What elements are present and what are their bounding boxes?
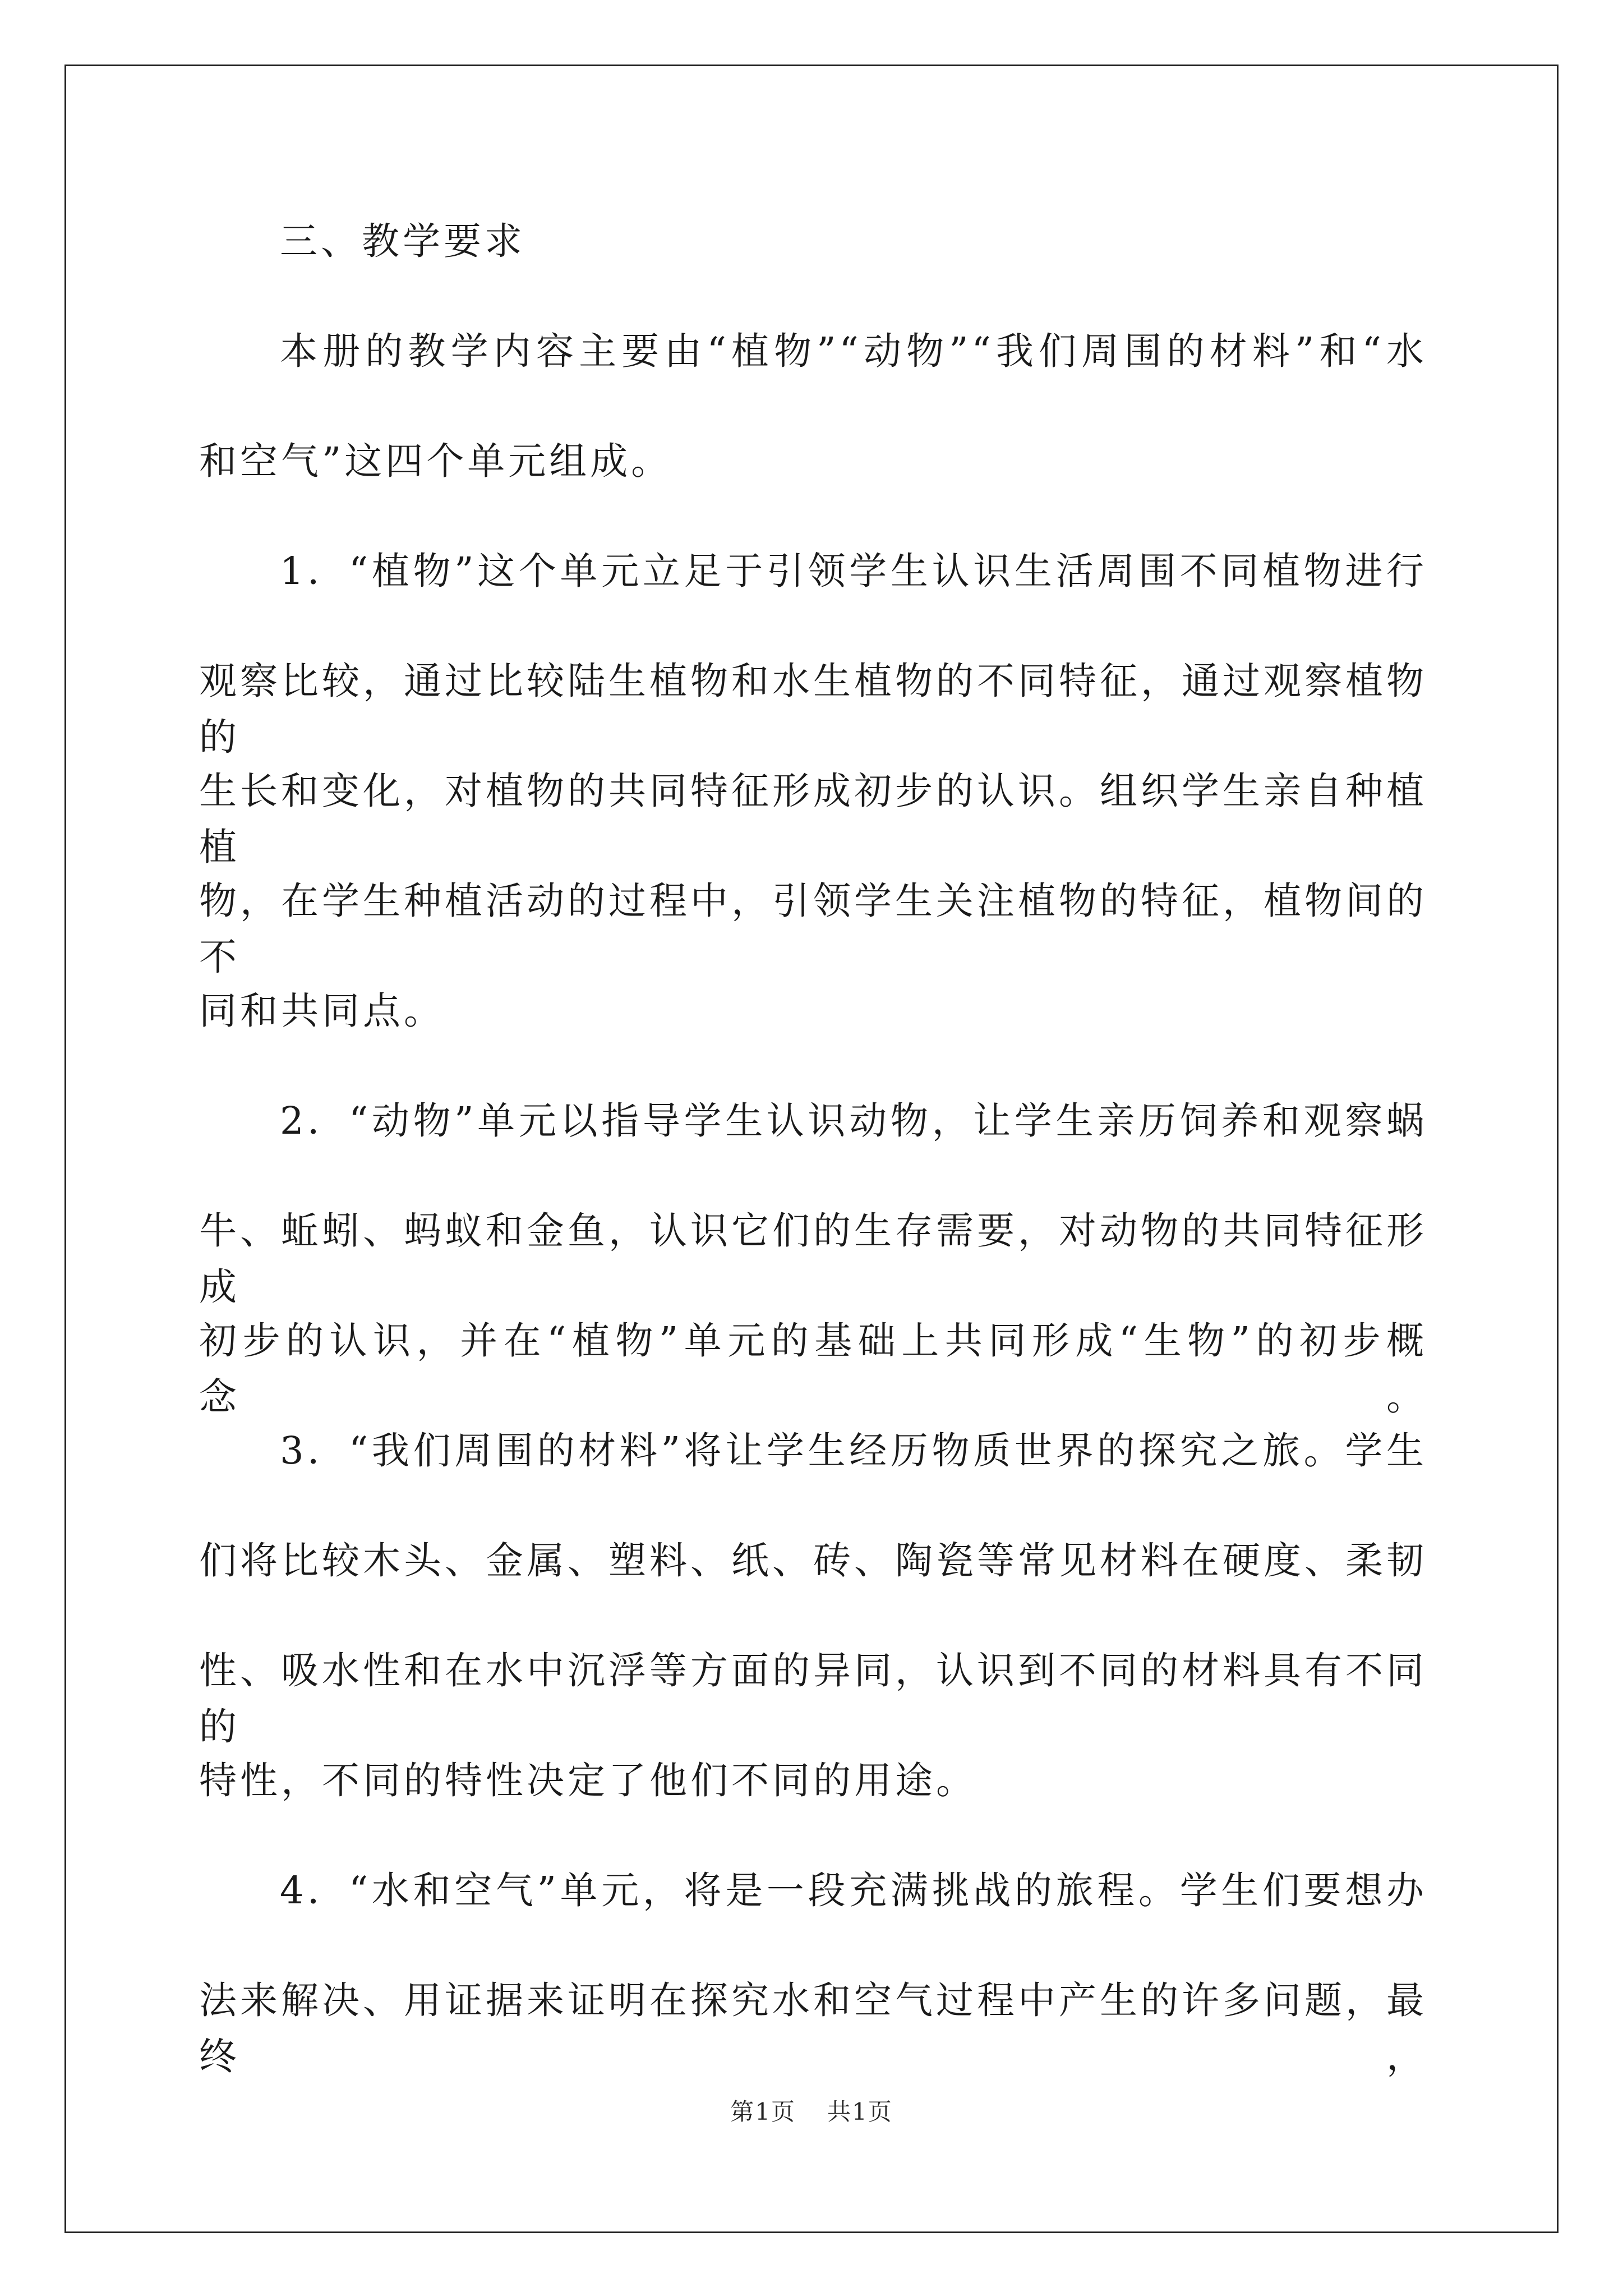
section-heading: 三、教学要求 [280,219,525,263]
text-line: 法来解决、用证据来证明在探究水和空气过程中产生的许多问题，最终， [199,1978,1427,2078]
page-number-current: 第1页 [730,2098,796,2125]
text-line: 2．“动物”单元以指导学生认识动物，让学生亲历饲养和观察蜗 [280,1099,1427,1143]
text-line: 本册的教学内容主要由“植物”“动物”“我们周围的材料”和“水 [280,329,1427,373]
text-line: 们将比较木头、金属、塑料、纸、砖、陶瓷等常见材料在硬度、柔韧 [199,1539,1427,1582]
text-line: 4．“水和空气”单元，将是一段充满挑战的旅程。学生们要想办 [280,1869,1427,1912]
text-line: 同和共同点。 [199,989,445,1033]
page-footer [0,2095,1623,2129]
page-number-total: 共1页 [827,2098,893,2125]
text-line: 和空气”这四个单元组成。 [199,439,672,483]
text-line: 3．“我们周围的材料”将让学生经历物质世界的探究之旅。学生 [280,1429,1427,1473]
text-line: 1．“植物”这个单元立足于引领学生认识生活周围不同植物进行 [280,549,1427,593]
text-line: 特性，不同的特性决定了他们不同的用途。 [199,1759,977,1802]
text-line: 牛、蚯蚓、蚂蚁和金鱼，认识它们的生存需要，对动物的共同特征形成 [199,1209,1427,1309]
text-line: 生长和变化，对植物的共同特征形成初步的认识。组织学生亲自种植植 [199,769,1427,869]
text-line: 物，在学生种植活动的过程中，引领学生关注植物的特征，植物间的不 [199,879,1427,979]
text-line: 初步的认识，并在“植物”单元的基础上共同形成“生物”的初步概念。 [199,1319,1427,1419]
text-line: 观察比较，通过比较陆生植物和水生植物的不同特征，通过观察植物的 [199,659,1427,759]
text-line: 性、吸水性和在水中沉浮等方面的异同，认识到不同的材料具有不同的 [199,1649,1427,1749]
